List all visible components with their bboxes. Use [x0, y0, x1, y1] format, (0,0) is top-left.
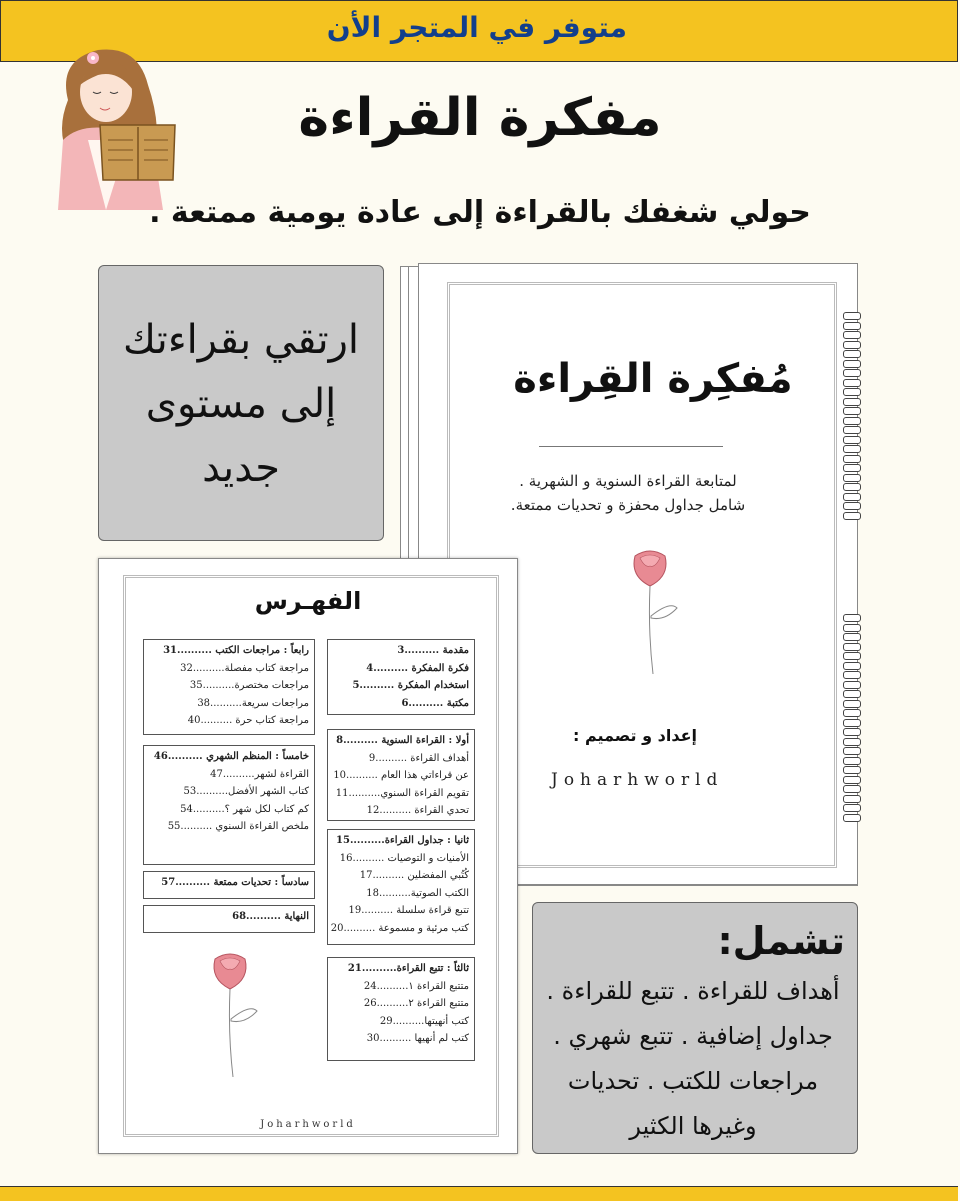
spiral-ring	[843, 312, 861, 320]
index-brand: Joharhworld	[260, 1119, 356, 1130]
spiral-ring	[843, 643, 861, 651]
cover-brand: Joharhworld	[551, 770, 724, 790]
spiral-ring	[843, 671, 861, 679]
features-heading: تشمل:	[717, 919, 845, 963]
index-entry: أولا : القراءة السنوية ..........8	[336, 735, 469, 746]
index-section	[143, 871, 315, 899]
index-entry: كتاب الشهر الأفضل..........53	[183, 786, 309, 797]
spiral-ring	[843, 624, 861, 632]
spiral-ring	[843, 795, 861, 803]
cover-title: مُفكِرة القِراءة	[513, 356, 793, 402]
features-box	[532, 902, 858, 1154]
design-label: إعداد و تصميم :	[573, 726, 697, 745]
spiral-ring	[843, 398, 861, 406]
spiral-ring	[843, 662, 861, 670]
spiral-ring	[843, 341, 861, 349]
cover-subtitle-line: لمتابعة القراءة السنوية و الشهرية .	[519, 472, 737, 490]
divider	[539, 446, 723, 447]
index-entry: كم كتاب لكل شهر ؟..........54	[180, 803, 309, 815]
index-entry: مراجعات مختصرة..........35	[189, 680, 309, 691]
index-entry: ملخص القراءة السنوي ..........55	[167, 821, 309, 832]
spiral-ring	[843, 690, 861, 698]
spiral-ring	[843, 388, 861, 396]
spiral-ring	[843, 474, 861, 482]
index-title: الفهـرس	[254, 587, 362, 615]
index-section	[327, 957, 475, 1061]
index-entry: استخدام المفكرة ..........5	[352, 680, 469, 691]
spiral-ring	[843, 814, 861, 822]
index-entry: كتب لم أنهيها ..........30	[366, 1033, 469, 1044]
spiral-ring	[843, 331, 861, 339]
cover-subtitle	[459, 469, 797, 517]
index-entry: سادساً : تحديات ممتعة ..........57	[161, 877, 309, 888]
index-section	[143, 639, 315, 735]
spiral-ring	[843, 785, 861, 793]
spiral-ring	[843, 633, 861, 641]
index-section	[143, 745, 315, 865]
index-section	[327, 829, 475, 945]
index-entry: مراجعة كتاب مفصلة..........32	[180, 662, 309, 674]
index-entry: خامساً : المنظم الشهري ..........46	[153, 751, 309, 762]
banner-text: متوفر في المتجر الأن	[326, 11, 627, 44]
feature-line: مراجعات للكتب . تحديات	[567, 1067, 819, 1095]
spiral-ring	[843, 738, 861, 746]
spiral-ring	[843, 804, 861, 812]
index-entry: رابعاً : مراجعات الكتب ..........31	[163, 645, 309, 656]
spiral-ring	[843, 350, 861, 358]
index-entry: كتب مرئية و مسموعة ..........20	[330, 922, 469, 934]
index-section	[327, 729, 475, 821]
spiral-ring	[843, 455, 861, 463]
page-title: مفكرة القراءة	[298, 88, 662, 148]
index-entry: متتبع القراءة ١..........24	[363, 980, 469, 992]
index-section	[143, 905, 315, 933]
feature-line: جداول إضافية . تتبع شهري .	[553, 1022, 833, 1050]
index-entry: تقويم القراءة السنوي..........11	[335, 787, 469, 799]
spiral-ring	[843, 502, 861, 510]
index-entry: متتبع القراءة ٢..........26	[363, 998, 469, 1009]
spiral-ring	[843, 766, 861, 774]
cover-subtitle-line: شامل جداول محفزة و تحديات ممتعة.	[510, 496, 746, 514]
index-entry: الأمنيات و التوصيات ..........16	[339, 852, 469, 864]
spiral-ring	[843, 652, 861, 660]
index-entry: مقدمة ..........3	[397, 645, 469, 656]
spiral-ring	[843, 369, 861, 377]
index-entry: تحدي القراءة ..........12	[366, 805, 469, 816]
index-entry: كتب أنهيتها..........29	[379, 1015, 469, 1027]
spiral-ring	[843, 417, 861, 425]
index-entry: ثالثاً : تتبع القراءة..........21	[347, 963, 469, 974]
spiral-ring	[843, 747, 861, 755]
promo-line: جديد	[202, 445, 280, 491]
index-entry: كُتُبي المفضلين ..........17	[359, 870, 469, 881]
spiral-ring	[843, 614, 861, 622]
spiral-ring	[843, 493, 861, 501]
spiral-ring	[843, 436, 861, 444]
promo-line: ارتقي بقراءتك	[122, 317, 360, 363]
index-page	[98, 558, 518, 1154]
spiral-ring	[843, 360, 861, 368]
spiral-ring	[843, 379, 861, 387]
rose-icon	[195, 949, 265, 1079]
spiral-ring	[843, 728, 861, 736]
index-entry: النهاية ..........68	[232, 911, 309, 922]
spiral-ring	[843, 757, 861, 765]
spiral-ring	[843, 426, 861, 434]
index-entry: مراجعات سريعة..........38	[197, 697, 309, 709]
promo-box	[98, 265, 384, 541]
spiral-ring	[843, 709, 861, 717]
spiral-ring	[843, 464, 861, 472]
feature-line: وغيرها الكثير	[629, 1112, 757, 1140]
index-entry: ثانيا : جداول القراءة..........15	[336, 835, 469, 846]
spiral-ring	[843, 681, 861, 689]
spiral-ring	[843, 512, 861, 520]
index-entry: مراجعة كتاب حرة ..........40	[187, 715, 309, 726]
feature-line: أهداف للقراءة . تتبع للقراءة .	[546, 977, 840, 1005]
girl-reading-illustration	[38, 30, 188, 210]
spiral-ring	[843, 322, 861, 330]
spiral-ring	[843, 407, 861, 415]
index-entry: الكتب الصوتية..........18	[366, 887, 469, 899]
spiral-ring	[843, 483, 861, 491]
spiral-ring	[843, 445, 861, 453]
index-entry: القراءة لشهر..........47	[210, 768, 309, 780]
page-subtitle: حولي شغفك بالقراءة إلى عادة يومية ممتعة .	[149, 195, 811, 230]
promo-line: إلى مستوى	[145, 381, 337, 427]
bottom-banner	[0, 1186, 958, 1201]
index-entry: فكرة المفكرة ..........4	[366, 662, 469, 674]
index-entry: تتبع قراءة سلسلة ..........19	[348, 905, 469, 916]
index-section	[327, 639, 475, 715]
index-entry: مكتبة ..........6	[401, 697, 469, 709]
spiral-ring	[843, 719, 861, 727]
rose-icon	[615, 546, 685, 676]
index-entry: عن قراءاتي هذا العام ..........10	[333, 770, 469, 781]
spiral-ring	[843, 700, 861, 708]
spiral-ring	[843, 776, 861, 784]
index-entry: أهداف القراءة ..........9	[368, 752, 469, 764]
